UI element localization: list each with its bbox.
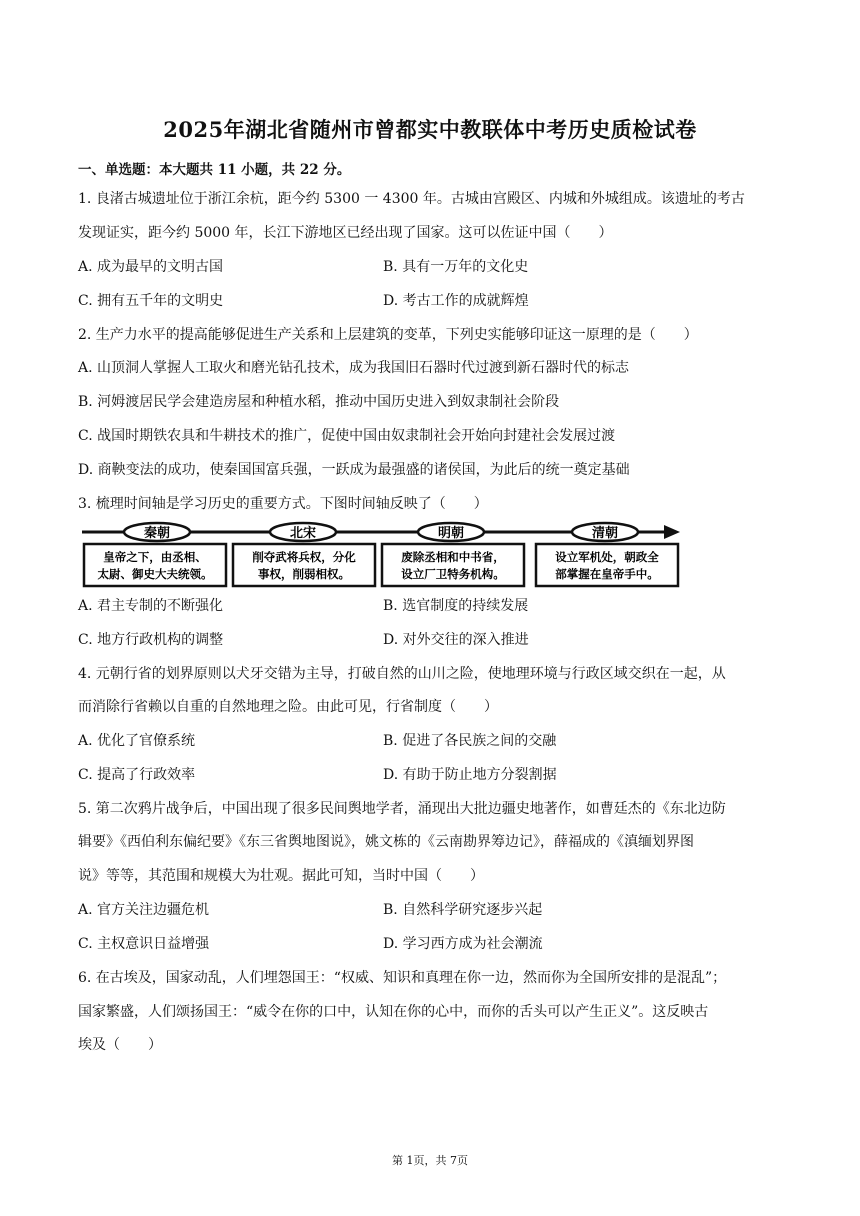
question-6-line-2: 国家繁盛，人们颂扬国王：“威令在你的口中，认知在你的心中，而你的舌头可以产生正义”。这反映古 <box>78 1004 709 1020</box>
question-4-option-d: D. 有助于防止地方分裂割据 <box>383 767 557 783</box>
question-1-line-2: 发现证实，距今约 5000 年，长江下游地区已经出现了国家。这可以佐证中国（ ） <box>78 225 613 241</box>
question-2-option-a: A. 山顶洞人掌握人工取火和磨光钻孔技术，成为我国旧石器时代过渡到新石器时代的标志 <box>78 360 630 376</box>
svg-text:秦朝: 秦朝 <box>143 526 171 541</box>
question-2-line-1: 2. 生产力水平的提高能够促进生产关系和上层建筑的变革，下列史实能够印证这一原理的是（ ） <box>78 327 698 343</box>
timeline-figure <box>78 520 682 590</box>
svg-text:设立军机处，朝政全: 设立军机处，朝政全 <box>555 550 659 564</box>
question-5-line-2: 辑要》《西伯利东偏纪要》《东三省舆地图说》，姚文栋的《云南勘界筹边记》，薛福成的《滇缅划界图 <box>78 834 694 850</box>
timeline-box-ming <box>382 544 524 586</box>
dynasty-label-beisong <box>270 523 336 541</box>
timeline-svg <box>78 520 682 590</box>
svg-text:皇帝之下，由丞相、: 皇帝之下，由丞相、 <box>103 550 207 564</box>
timeline-box-qing <box>536 544 678 586</box>
timeline-box-qin <box>84 544 226 586</box>
question-4-option-c: C. 提高了行政效率 <box>78 767 196 783</box>
question-5-option-d: D. 学习西方成为社会潮流 <box>383 936 543 952</box>
question-3-option-d: D. 对外交往的深入推进 <box>383 632 529 648</box>
question-1-option-a: A. 成为最早的文明古国 <box>78 259 224 275</box>
question-6-line-1: 6. 在古埃及，国家动乱，人们埋怨国王：“权威、知识和真理在你一边，然而你为全国所安排的是混乱”； <box>78 970 727 986</box>
svg-text:削夺武将兵权，分化: 削夺武将兵权，分化 <box>252 550 356 564</box>
question-4-line-1: 4. 元朝行省的划界原则以犬牙交错为主导，打破自然的山川之险，使地理环境与行政区域交织在一起，从 <box>78 666 726 682</box>
question-3-option-b: B. 选官制度的持续发展 <box>383 598 529 614</box>
question-2-option-d: D. 商鞅变法的成功，使秦国国富兵强，一跃成为最强盛的诸侯国，为此后的统一奠定基础 <box>78 462 630 478</box>
svg-text:设立厂卫特务机构。: 设立厂卫特务机构。 <box>401 567 505 581</box>
svg-text:废除丞相和中书省，: 废除丞相和中书省， <box>401 550 505 564</box>
question-2-option-b: B. 河姆渡居民学会建造房屋和种植水稻，推动中国历史进入到奴隶制社会阶段 <box>78 394 560 410</box>
svg-text:太尉、御史大夫统领。: 太尉、御史大夫统领。 <box>97 567 213 581</box>
question-1-option-c: C. 拥有五千年的文明史 <box>78 293 224 309</box>
svg-text:清朝: 清朝 <box>591 526 619 541</box>
timeline-arrowhead <box>664 525 680 539</box>
dynasty-label-qing <box>572 523 638 541</box>
question-5-line-3: 说》等等，其范围和规模大为壮观。据此可知，当时中国（ ） <box>78 868 484 884</box>
question-3-line-1: 3. 梳理时间轴是学习历史的重要方式。下图时间轴反映了（ ） <box>78 496 488 512</box>
section-heading: 一、单选题：本大题共 11 小题，共 22 分。 <box>78 162 351 178</box>
question-3-option-a: A. 君主专制的不断强化 <box>78 598 224 614</box>
page-footer: 第 1页，共 7页 <box>392 1154 468 1167</box>
svg-text:事权，削弱相权。: 事权，削弱相权。 <box>258 567 350 581</box>
svg-text:部掌握在皇帝手中。: 部掌握在皇帝手中。 <box>555 567 659 581</box>
exam-title: 2025年湖北省随州市曾都实中教联体中考历史质检试卷 <box>163 117 697 142</box>
question-2-option-c: C. 战国时期铁农具和牛耕技术的推广，促使中国由奴隶制社会开始向封建社会发展过渡 <box>78 428 616 444</box>
dynasty-label-qin <box>124 523 190 541</box>
question-4-option-b: B. 促进了各民族之间的交融 <box>383 733 557 749</box>
question-5-option-c: C. 主权意识日益增强 <box>78 936 210 952</box>
svg-text:北宋: 北宋 <box>289 526 317 541</box>
question-5-option-a: A. 官方关注边疆危机 <box>78 902 210 918</box>
dynasty-label-ming <box>418 523 484 541</box>
question-4-line-2: 而消除行省赖以自重的自然地理之险。由此可见，行省制度（ ） <box>78 699 498 715</box>
question-3-option-c: C. 地方行政机构的调整 <box>78 632 224 648</box>
question-1-option-b: B. 具有一万年的文化史 <box>383 259 529 275</box>
timeline-box-beisong <box>233 544 375 586</box>
question-4-option-a: A. 优化了官僚系统 <box>78 733 196 749</box>
question-1-line-1: 1. 良渚古城遗址位于浙江余杭，距今约 5300 一 4300 年。古城由宫殿区、内城和外城组成。该遗址的考古 <box>78 191 745 207</box>
question-6-line-3: 埃及（ ） <box>78 1037 162 1053</box>
svg-text:明朝: 明朝 <box>437 526 465 541</box>
question-1-option-d: D. 考古工作的成就辉煌 <box>383 293 529 309</box>
question-5-option-b: B. 自然科学研究逐步兴起 <box>383 902 543 918</box>
question-5-line-1: 5. 第二次鸦片战争后，中国出现了很多民间舆地学者，涌现出大批边疆史地著作，如曹廷杰的《东北边防 <box>78 801 726 817</box>
